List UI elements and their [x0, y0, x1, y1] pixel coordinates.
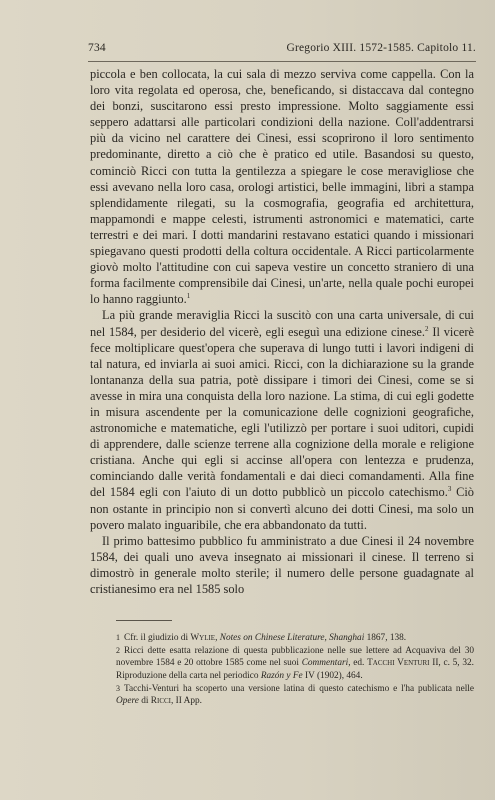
- footnotes: [116, 632, 474, 708]
- footnote-title: Commentari: [301, 658, 349, 669]
- paragraph-3: [90, 533, 474, 597]
- footnote-author: Wylie: [190, 633, 216, 643]
- paragraph-3-text: Il primo battesimo pubblico fu amministrato a due Cinesi il 24 novembre 1584, dei quali uno aveva insegnato ai missionari il cinese. Il terreno si dimostrò in generale molto sterile; il numero delle persone guadagnate al cristianesimo era nel 1585 solo: [90, 533, 474, 596]
- footnote-ref-1: 1: [186, 292, 191, 301]
- footnote-title: Notes on Chinese Literature, Shanghai: [219, 633, 365, 643]
- paragraph-2-text-c: Ciò non ostante in principio non si convertì alcuno dei dotti Cinesi, ma solo un povero malato inguaribile, che era abbandonato da tutti.: [90, 485, 474, 532]
- footnote-rule: [116, 620, 172, 621]
- footnote-editor: Tacchi Venturi: [367, 658, 430, 669]
- footnote-number: 1: [116, 633, 120, 642]
- footnote-text: ,: [215, 633, 220, 643]
- paragraph-1: [90, 66, 474, 307]
- paragraph-2-text-a: La più grande meraviglia Ricci la suscitò con una carta universale, di cui nel 1584, per desiderio del vicerè, egli eseguì una edizione cinese.: [90, 308, 474, 339]
- footnote-title: Razón y Fe: [260, 670, 303, 681]
- page-number: 734: [88, 42, 106, 54]
- footnote-text: di: [138, 696, 151, 707]
- footnote-text: II, c. 5, 32. Riproduzione della carta nel periodico: [116, 658, 474, 681]
- footnote-1: [116, 632, 474, 644]
- paragraph-2-text-b: Il vicerè fece moltiplicare quest'opera che superava di lungo tutti i lavori indigeni di tal natura, ed inviarla ai suoi amici. Ricci, con la dichiarazione su la grande lontananza della sua patria, potè dissipare i timori dei Cinesi, come se si avesse in mira una conquista della loro nazione. La stima, di cui egli godette in misura ascendente per la comunicazione delle cognizioni geografiche, astronomiche e matematiche, egli l'utilizzò per portare i suoi uditori, cupidi di apprendere, dalle scienze terrene alla cognizione della morale e religione cristiana. Anche qui egli si accinse all'opera con lentezza e prudenza, cominciando dalle verità fondamentali e dai dieci comandamenti. Alla fine del 1584 egli con l'aiuto di un dotto pubblicò un piccolo catechismo.: [90, 324, 474, 500]
- footnote-number: 2: [116, 646, 120, 656]
- main-text: [90, 66, 474, 597]
- running-title: Gregorio XIII. 1572-1585. Capitolo 11.: [286, 42, 476, 54]
- footnote-text: Ricci dette esatta relazione di questa pubblicazione nelle sue lettere ad Acquaviva del 30 novembre 1584 e 20 ottobre 1585 come nel suoi: [116, 646, 474, 669]
- footnote-text: Cfr. il giudizio di: [124, 633, 191, 643]
- footnote-text: 1867, 138.: [364, 633, 407, 643]
- footnote-text: , II App.: [170, 696, 202, 707]
- footnote-ref-3: 3: [447, 485, 452, 494]
- footnote-3: [116, 683, 474, 707]
- footnote-author: Ricci: [150, 696, 171, 707]
- footnote-text: IV (1902), 464.: [302, 670, 363, 681]
- paragraph-1-text: piccola e ben collocata, la cui sala di mezzo serviva come cappella. Con la loro vita regolata ed operosa, che, beneficando, si distaccava dal contegno dei bonzi, suscitarono essi presto impressione. Molto saggiamente essi seppero adattarsi alle particolari condizioni della nazione. Coll'addentrarsi più da vicino nel carattere dei Cinesi, essi scoprirono il loro sentimento predominante, diretto a ciò che è pratico ed utile. Basandosi su questo, cominciò Ricci con tutta la gentilezza a spiegare le cose meravigliose che essi avevano nella loro casa, orologi artistici, belle immagini, libri a stampa splendidamente rilegati, su la cosmografia, geografia ed architettura, mappamondi e mappe celesti, istrumenti astronomici e matematici, carte terrestri e dei mari. I dotti mandarini restavano estatici quando i missionari spiegavano questi prodotti della coltura occidentale. A Ricci particolarmente giovò molto l'attitudine con cui sapeva vestire un concetto straniero di una forma facilmente comprensibile dai Cinesi, un'arte, nella quale pochi europei lo hanno raggiunto.: [90, 67, 474, 307]
- footnote-ref-2: 2: [425, 324, 429, 333]
- paragraph-2: [90, 307, 474, 532]
- running-header: [88, 42, 476, 54]
- footnote-2: [116, 645, 474, 682]
- header-rule: [88, 61, 476, 62]
- footnote-number: 3: [116, 683, 120, 693]
- footnote-text: Tacchi-Venturi ha scoperto una versione latina di questo catechismo e l'ha publicata nelle: [124, 683, 474, 694]
- footnote-title: Opere: [116, 696, 139, 707]
- footnote-text: , ed.: [348, 658, 368, 669]
